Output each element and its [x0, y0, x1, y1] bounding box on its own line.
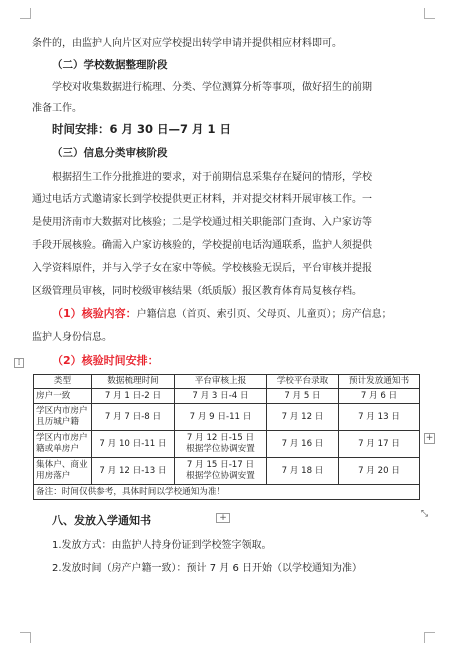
intro-tail-text: 条件的，由监护人向片区对应学校提出转学申请并提供相应材料即可。 — [32, 38, 342, 49]
type-cell: 集体户、商业用房落户 — [34, 458, 92, 485]
section3-body-line: 入学资料原件，并与入学子女在家中等候。学校核验无误后，平台审核并提报 — [32, 263, 372, 274]
section3-body-line: 区级管理员审核，同时校级审核结果（纸质版）报区教育体育局复核存档。 — [32, 286, 362, 297]
table-row — [34, 404, 420, 431]
section3-body-line: 是使用济南市大数据对比核验；二是学校通过相关职能部门查询、入户家访等 — [32, 217, 372, 228]
review-cell: 7 月 3 日-4 日 — [175, 389, 267, 404]
table-header-cell: 类型 — [34, 375, 92, 389]
table-row — [34, 458, 420, 485]
schedule-table — [33, 374, 419, 500]
margin-mark-bottom-right — [424, 632, 435, 643]
table-note-row — [34, 485, 420, 500]
item2-label: （2）核验时间安排： — [52, 354, 159, 367]
notice-cell: 7 月 6 日 — [339, 389, 420, 404]
margin-mark-top-right — [424, 8, 435, 19]
table-resize-handle[interactable]: ⤡ — [420, 509, 429, 519]
section2-heading: （二）学校数据整理阶段 — [52, 59, 168, 71]
table-add-row-button[interactable]: + — [216, 513, 230, 523]
table-header-cell: 数据梳理时间 — [92, 375, 175, 389]
section3-body-line: 通过电话方式邀请家长到学校提供更正材料，并对提交材料开展审核工作。一 — [32, 194, 372, 205]
review-cell: 7 月 9 日-11 日 — [175, 404, 267, 431]
table-row — [34, 431, 420, 458]
item1-text: 户籍信息（首页、索引页、父母页、儿童页）；房产信息； — [136, 309, 392, 320]
margin-mark-top-left — [20, 8, 31, 19]
sort-cell: 7 月 1 日-2 日 — [92, 389, 175, 404]
section2-body-line2: 准备工作。 — [32, 103, 82, 114]
sort-cell: 7 月 12 日-13 日 — [92, 458, 175, 485]
item1-line2: 监护人身份信息。 — [32, 332, 112, 343]
admit-cell: 7 月 12 日 — [267, 404, 339, 431]
admit-cell: 7 月 16 日 — [267, 431, 339, 458]
section8-heading: 八、发放入学通知书 — [52, 514, 151, 527]
sort-cell: 7 月 7 日-8 日 — [92, 404, 175, 431]
type-cell: 房户一致 — [34, 389, 92, 404]
section2-body-line1: 学校对收集数据进行梳理、分类、学位测算分析等事项，做好招生的前期 — [52, 82, 372, 93]
section8-line1: 1.发放方式：由监护人持身份证到学校签字领取。 — [52, 540, 272, 551]
section3-body-line: 手段开展核验。确需入户家访核验的，学校提前电话沟通联系，监护人须提供 — [32, 240, 372, 251]
section8-line2: 2.发放时间（房产户籍一致）：预计 7 月 6 日开始（以学校通知为准） — [52, 563, 362, 574]
admit-cell: 7 月 5 日 — [267, 389, 339, 404]
sort-cell: 7 月 10 日-11 日 — [92, 431, 175, 458]
type-cell: 学区内市房户且历城户籍 — [34, 404, 92, 431]
item1-row — [52, 307, 392, 321]
item1-label: （1）核验内容： — [52, 307, 137, 320]
section3-body-line: 根据招生工作分批推进的要求，对于前期信息采集存在疑问的情形，学校 — [52, 172, 372, 183]
section2-time: 时间安排：6 月 30 日—7 月 1 日 — [52, 122, 232, 136]
section3-heading: （三）信息分类审核阶段 — [52, 147, 168, 159]
notice-cell: 7 月 13 日 — [339, 404, 420, 431]
margin-mark-bottom-left — [20, 632, 31, 643]
table-note: 备注：时间仅供参考，具体时间以学校通知为准！ — [34, 485, 420, 500]
review-cell: 7 月 12 日-15 日 根据学位协调安置 — [175, 431, 267, 458]
type-cell: 学区内市房户籍或单房户 — [34, 431, 92, 458]
notice-cell: 7 月 20 日 — [339, 458, 420, 485]
table-move-handle[interactable]: ⁞ — [14, 358, 24, 368]
table-add-column-button[interactable]: + — [425, 433, 434, 443]
table-header-cell: 预计发放通知书 — [339, 375, 420, 389]
table-header-cell: 学校平台录取 — [267, 375, 339, 389]
table-row — [34, 389, 420, 404]
table-header-row — [34, 375, 420, 389]
admit-cell: 7 月 18 日 — [267, 458, 339, 485]
review-cell: 7 月 15 日-17 日 根据学位协调安置 — [175, 458, 267, 485]
table-header-cell: 平台审核上报 — [175, 375, 267, 389]
notice-cell: 7 月 17 日 — [339, 431, 420, 458]
